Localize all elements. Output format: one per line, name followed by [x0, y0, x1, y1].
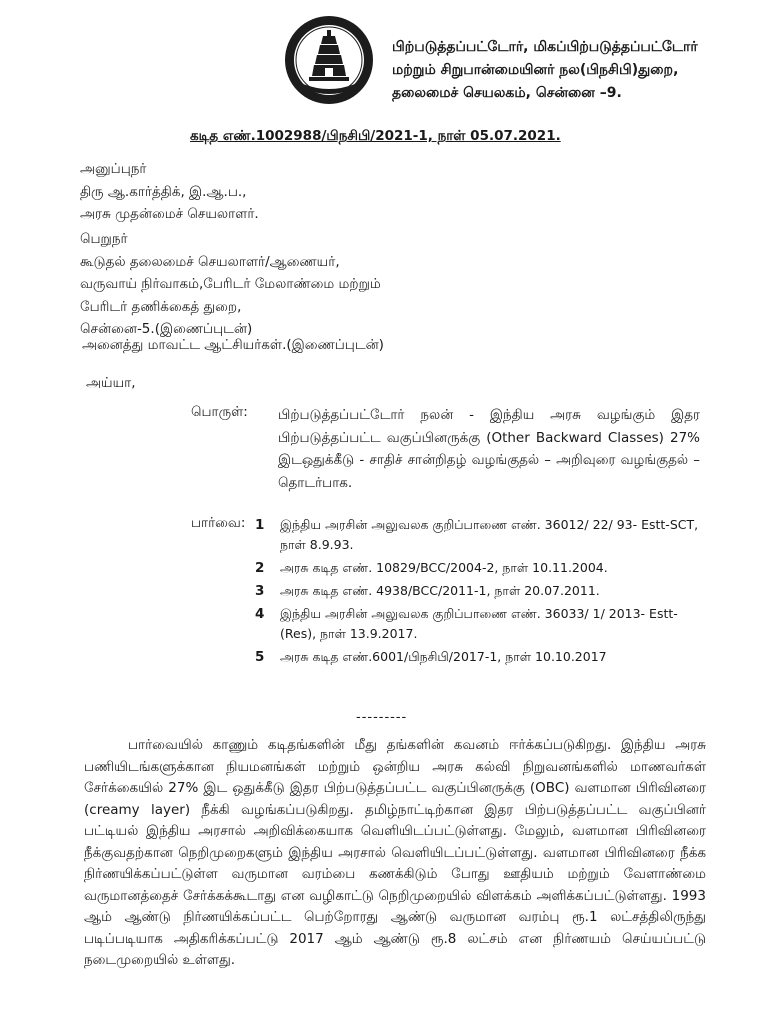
collectors-line: அனைத்து மாவட்ட ஆட்சியர்கள்.(இணைப்புடன்): [82, 337, 384, 353]
reference-item: [255, 558, 705, 578]
body-paragraph: பார்வையில் காணும் கடிதங்களின் மீது தங்களின் கவனம் ஈர்க்கப்படுகிறது. இந்திய அரசு பணியிடங்களுக்கான நியமனங்கள் மற்றும் ஒன்றிய அரசு கல்வி நிறுவனங்களில் மாணவர்கள் சேர்க்கையில் 27% இட ஒதுக்கீடு இதர பிற்படுத்தப்பட்ட வகுப்பினருக்கு (OBC) வளமான பிரிவினரை (creamy layer) நீக்கி வழங்கப்படுகிறது. தமிழ்நாட்டிற்கான இதர பிற்படுத்தப்பட்ட வகுப்பினர் பட்டியல் இந்திய அரசால் அறிவிக்கையாக வெளியிடப்பட்டுள்ளது. மேலும், வளமான பிரிவினரை நீக்குவதற்கான நெறிமுறைகளும் இந்திய அரசால் வெளியிடப்பட்டுள்ளது. வளமான பிரிவினரை நீக்க நிர்ணயிக்கப்பட்டுள்ள வருமான வரம்பை கணக்கிடும் போது ஊதியம் மற்றும் வேளாண்மை வருமானத்தைச் சேர்க்கக்கூடாது என வழிகாட்டு நெறிமுறையில் விளக்கம் அளிக்கப்பட்டுள்ளது. 1993 ஆம் ஆண்டு நிர்ணயிக்கப்பட்ட பெற்றோரது ஆண்டு வருமான வரம்பு ரூ.1 லட்சத்திலிருந்து படிப்படியாக அதிகரிக்கப்பட்டு 2017 ஆம் ஆண்டு ரூ.8 லட்சம் என நிர்ணயம் செய்யப்பட்டு நடைமுறையில் உள்ளது.: [84, 737, 706, 968]
recipient-line-2: வருவாய் நிர்வாகம்,பேரிடர் மேலாண்மை மற்றும்: [80, 276, 381, 292]
reference-text: இந்திய அரசின் அலுவலக குறிப்பாணை எண். 36012/ 22/ 93- Estt-SCT, நாள் 8.9.93.: [280, 517, 699, 552]
subject-text: பிற்படுத்தப்பட்டோர் நலன் - இந்திய அரசு வழங்கும் இதர பிற்படுத்தப்பட்ட வகுப்பினருக்கு (Other Backward Classes) 27% இடஒதுக்கீடு - சாதிச் சான்றிதழ் வழங்குதல் – அறிவுரை வழங்குதல் – தொடர்பாக.: [278, 407, 700, 491]
dept-line-3: தலைமைச் செயலகம், சென்னை –9.: [392, 85, 622, 101]
dept-line-2: மற்றும் சிறுபான்மையினர் நல(பிநசிபி)துறை,: [392, 62, 679, 78]
section-divider: ---------: [356, 710, 408, 725]
reference-number: 2: [255, 560, 265, 576]
recipient-line-1: கூடுதல் தலைமைச் செயலாளர்/ஆணையர்,: [80, 253, 340, 270]
reference-item: [255, 515, 705, 555]
reference-item: [255, 604, 705, 644]
reference-text: அரசு கடித எண். 10829/BCC/2004-2, நாள் 10.11.2004.: [280, 560, 608, 575]
recipient-line-3: பேரிடர் தணிக்கைத் துறை,: [80, 298, 242, 315]
references-label: பார்வை:: [191, 515, 246, 531]
subject-label: பொருள்:: [191, 404, 248, 420]
reference-text: அரசு கடித எண்.6001/பிநசிபி/2017-1, நாள் 10.10.2017: [280, 649, 607, 664]
department-header: [392, 36, 732, 105]
recipient-line-4: சென்னை-5.(இணைப்புடன்): [80, 321, 253, 337]
reference-text: அரசு கடித எண். 4938/BCC/2011-1, நாள் 20.07.2011.: [280, 583, 600, 598]
references-list: [255, 515, 705, 670]
sender-name: திரு ஆ.கார்த்திக், இ.ஆ.ப.,: [80, 183, 247, 200]
tamil-nadu-emblem-icon: [283, 14, 375, 106]
recipient-block: [80, 228, 381, 341]
sender-designation: அரசு முதன்மைச் செயலாளர்.: [80, 206, 259, 222]
dept-line-1: பிற்படுத்தப்பட்டோர், மிகப்பிற்படுத்தப்பட்டோர்: [392, 39, 698, 55]
salutation: அய்யா,: [86, 375, 136, 391]
reference-item: [255, 581, 705, 601]
letter-reference-number: கடித எண்.1002988/பிநசிபி/2021-1, நாள் 05.07.2021.: [190, 128, 561, 144]
reference-number: 4: [255, 606, 265, 622]
recipient-label: பெறுநர்: [80, 231, 128, 247]
reference-text: இந்திய அரசின் அலுவலக குறிப்பாணை எண். 36033/ 1/ 2013- Estt- (Res), நாள் 13.9.2017.: [280, 606, 678, 641]
sender-label: அனுப்புநர்: [80, 161, 147, 177]
reference-number: 1: [255, 517, 265, 533]
reference-number: 5: [255, 649, 265, 665]
sender-block: [80, 158, 259, 226]
reference-number: 3: [255, 583, 265, 599]
reference-item: [255, 647, 705, 667]
